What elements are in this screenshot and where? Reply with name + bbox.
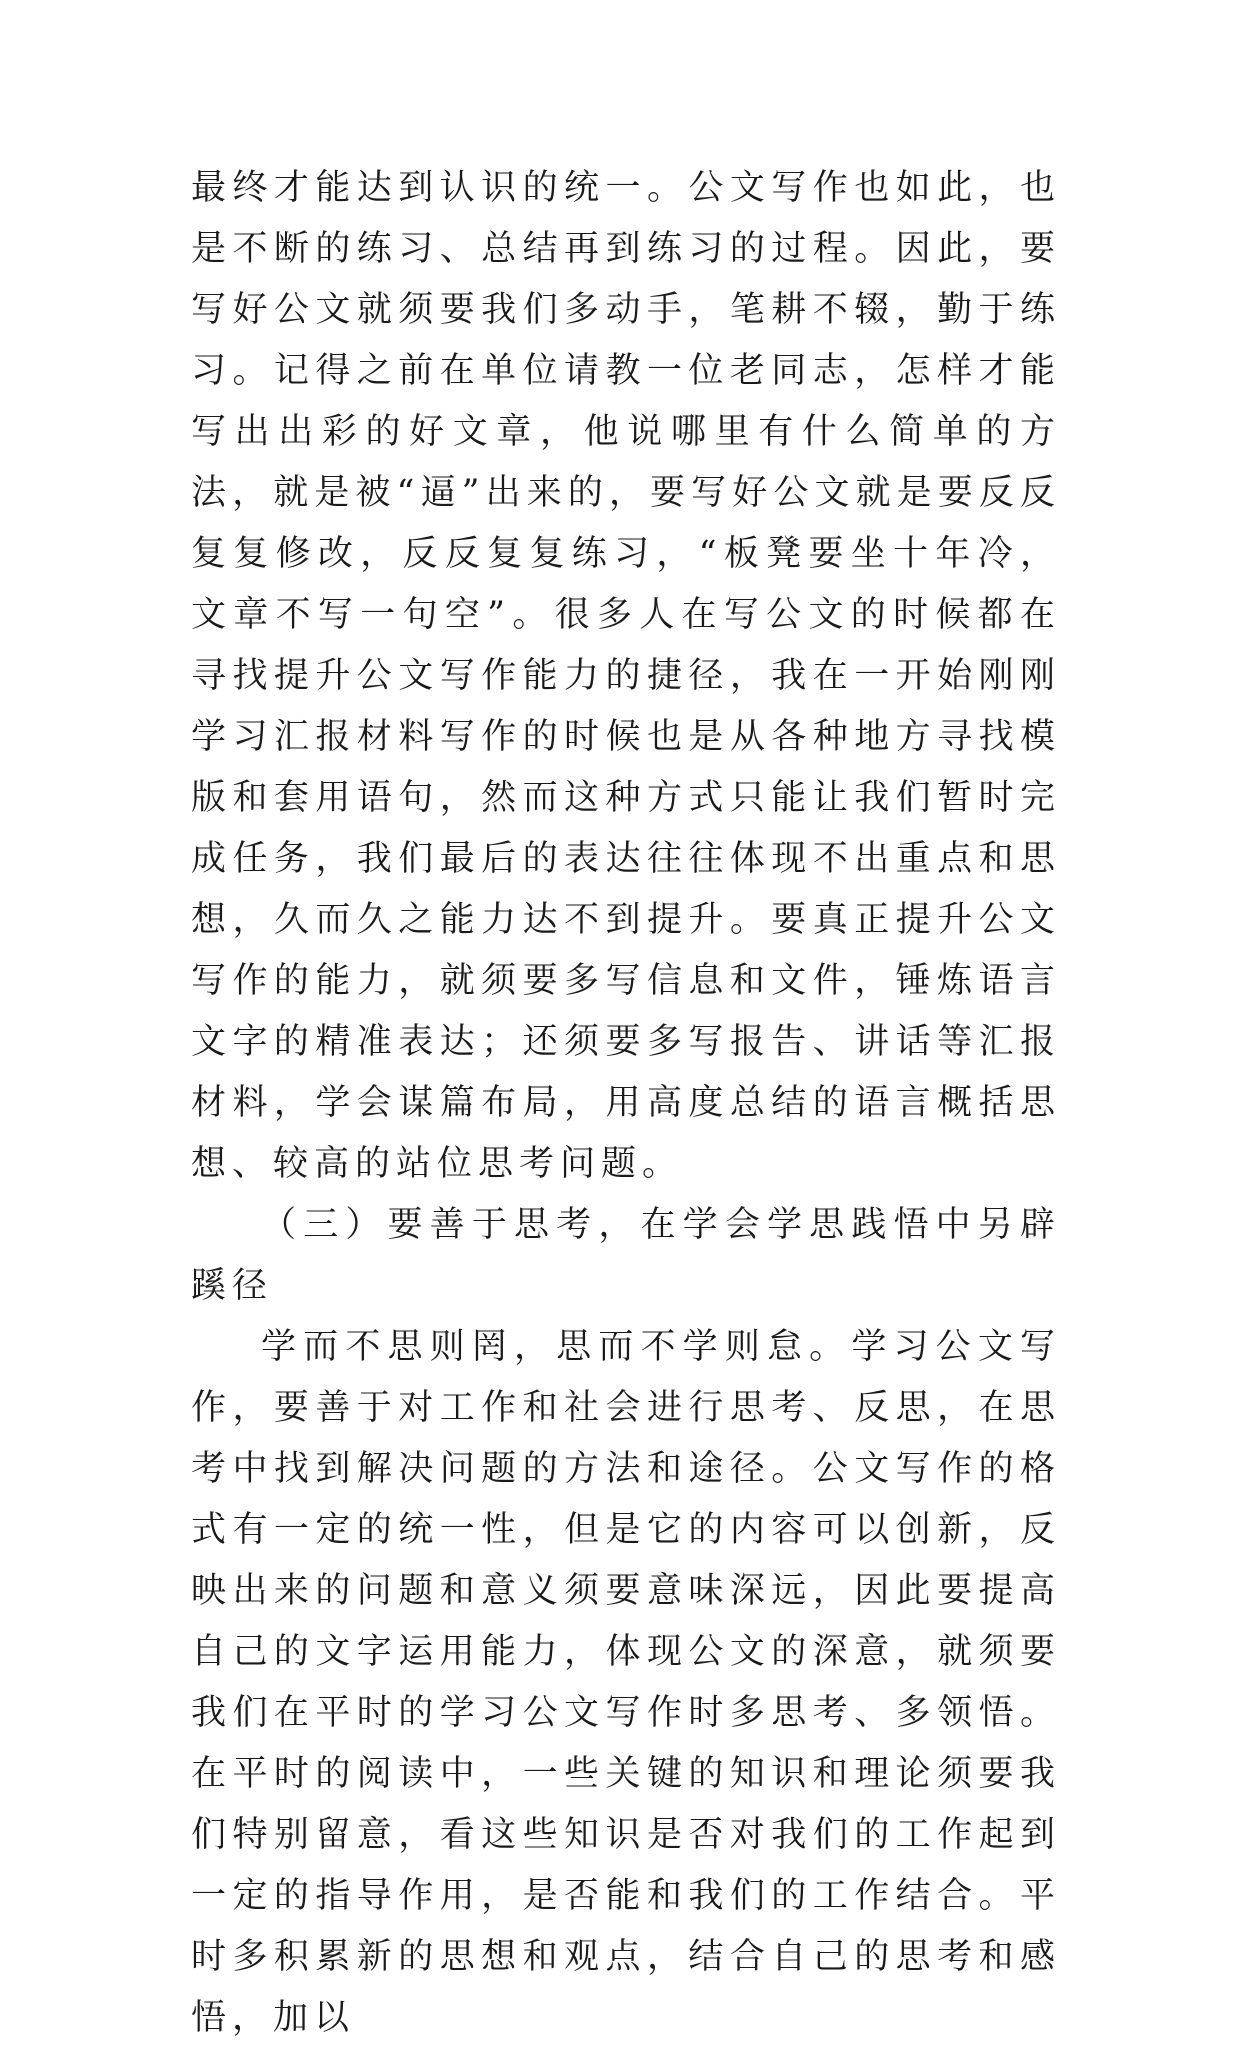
paragraph-thinking: 学而不思则罔，思而不学则怠。学习公文写作，要善于对工作和社会进行思考、反思，在思考中找到解决问题的方法和途径。公文写作的格式有一定的统一性，但是它的内容可以创新，反映出来的问题和意义须要意味深远，因此要提高自己的文字运用能力，体现公文的深意，就须要我们在平时的学习公文写作时多思考、多领悟。在平时的阅读中，一些关键的知识和理论须要我们特别留意，看这些知识是否对我们的工作起到一定的指导作用，是否能和我们的工作结合。平时多积累新的思想和观点，结合自己的思考和感悟，加以 <box>191 1327 1061 2038</box>
section-heading-3: （三）要善于思考，在学会学思践悟中另辟蹊径 <box>191 1205 1061 1306</box>
document-body <box>191 158 1061 2049</box>
paragraph-practice: 最终才能达到认识的统一。公文写作也如此，也是不断的练习、总结再到练习的过程。因此，要写好公文就须要我们多动手，笔耕不辍，勤于练习。记得之前在单位请教一位老同志，怎样才能写出出彩的好文章，他说哪里有什么简单的方法，就是被“逼”出来的，要写好公文就是要反反复复修改，反反复复练习，“板凳要坐十年冷，文章不写一句空”。很多人在写公文的时候都在寻找提升公文写作能力的捷径，我在一开始刚刚学习汇报材料写作的时候也是从各种地方寻找模版和套用语句，然而这种方式只能让我们暂时完成任务，我们最后的表达往往体现不出重点和思想，久而久之能力达不到提升。要真正提升公文写作的能力，就须要多写信息和文件，锤炼语言文字的精准表达；还须要多写报告、讲话等汇报材料，学会谋篇布局，用高度总结的语言概括思想、较高的站位思考问题。 <box>191 168 1061 1184</box>
